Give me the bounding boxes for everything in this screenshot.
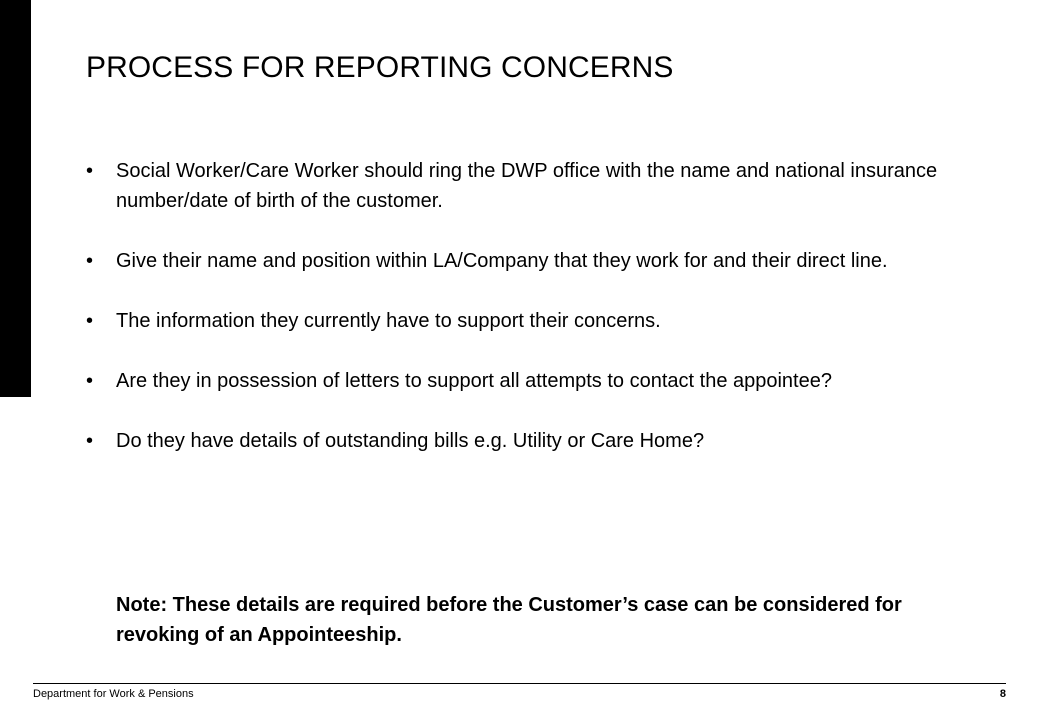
bullet-item bbox=[86, 156, 946, 216]
footer-organization: Department for Work & Pensions bbox=[33, 688, 194, 700]
slide-title: PROCESS FOR REPORTING CONCERNS bbox=[86, 51, 674, 84]
bullet-item bbox=[86, 366, 946, 396]
note-text: Note: These details are required before the Customer’s case can be considered for revoking of an Appointeeship. bbox=[116, 594, 902, 646]
page-number: 8 bbox=[999, 688, 1006, 700]
footer-divider bbox=[33, 683, 1006, 684]
bullet-text: The information they currently have to support their concerns. bbox=[116, 310, 661, 332]
side-accent-bar bbox=[0, 0, 31, 397]
bullet-text: Do they have details of outstanding bills e.g. Utility or Care Home? bbox=[116, 430, 705, 452]
bullet-dot-icon: • bbox=[86, 430, 94, 452]
bullet-dot-icon: • bbox=[86, 250, 94, 272]
bullet-text: Social Worker/Care Worker should ring the DWP office with the name and national insurance number/date of birth of the customer. bbox=[116, 160, 938, 212]
bullet-item bbox=[86, 306, 946, 336]
bullet-item bbox=[86, 246, 946, 276]
bullet-item bbox=[86, 426, 946, 456]
bullet-text: Give their name and position within LA/Company that they work for and their direct line. bbox=[116, 250, 888, 272]
bullet-dot-icon: • bbox=[86, 310, 94, 332]
bullet-dot-icon: • bbox=[86, 370, 94, 392]
bullet-text: Are they in possession of letters to support all attempts to contact the appointee? bbox=[116, 370, 832, 392]
bullet-dot-icon: • bbox=[86, 160, 94, 182]
bullet-list bbox=[86, 156, 946, 486]
